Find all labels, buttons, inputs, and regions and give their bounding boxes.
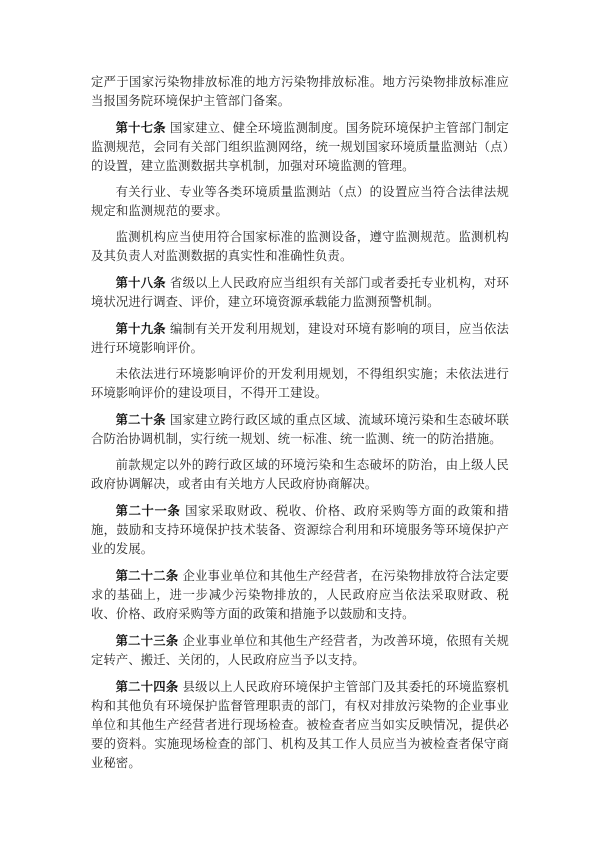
article-number: 第二十二条: [115, 568, 179, 583]
article-number: 第十七条: [115, 120, 166, 135]
paragraph: [91, 228, 509, 266]
article-number: 第十九条: [115, 321, 166, 336]
paragraph: [91, 72, 509, 111]
paragraph-text: 企业事业单位和其他生产经营者，在污染物排放符合法定要求的基础上，进一步减少污染物排放的，人民政府应当依法采取财政、税收、价格、政府采购等方面的政策和措施予以鼓励和支持。: [91, 569, 509, 621]
paragraph-text: 监测机构应当使用符合国家标准的监测设备，遵守监测规范。监测机构及其负责人对监测数据的真实性和准确性负责。: [91, 230, 509, 263]
article-number: 第二十四条: [115, 679, 179, 694]
paragraph: [91, 456, 509, 494]
paragraph: [91, 118, 509, 176]
paragraph-text: 县级以上人民政府环境保护主管部门及其委托的环境监察机构和其他负有环境保护监督管理职责的部门，有权对排放污染物的企业事业单位和其他生产经营者进行现场检查。被检查者应当如实反映情况，提供必要的资料。实施现场检查的部门、机构及其工作人员应当为被检查者保守商业秘密。: [91, 680, 509, 770]
paragraph: [91, 631, 509, 670]
paragraph-text: 编制有关开发利用规划，建设对环境有影响的项目，应当依法进行环境影响评价。: [91, 322, 509, 355]
paragraph-text: 有关行业、专业等各类环境质量监测站（点）的设置应当符合法律法规规定和监测规范的要求。: [91, 185, 509, 218]
article-number: 第二十三条: [115, 633, 179, 648]
article-number: 第二十一条: [115, 503, 181, 518]
paragraph: [91, 501, 509, 559]
paragraph-text: 国家建立跨行政区域的重点区域、流域环境污染和生态破坏联合防治协调机制，实行统一规划、统一标准、统一监测、统一的防治措施。: [91, 413, 509, 446]
paragraph: [91, 365, 509, 403]
paragraph-text: 国家采取财政、税收、价格、政府采购等方面的政策和措施，鼓励和支持环境保护技术装备、资源综合利用和环境服务等环境保护产业的发展。: [91, 504, 509, 556]
paragraph: [91, 319, 509, 358]
paragraph: [91, 677, 509, 773]
paragraph-text: 定严于国家污染物排放标准的地方污染物排放标准。地方污染物排放标准应当报国务院环境保护主管部门备案。: [91, 75, 509, 108]
paragraph: [91, 183, 509, 221]
paragraph-text: 国家建立、健全环境监测制度。国务院环境保护主管部门制定监测规范，会同有关部门组织监测网络，统一规划国家环境质量监测站（点）的设置，建立监测数据共享机制，加强对环境监测的管理。: [91, 121, 509, 173]
paragraph-text: 企业事业单位和其他生产经营者，为改善环境，依照有关规定转产、搬迁、关闭的，人民政府应当予以支持。: [91, 634, 509, 667]
paragraph: [91, 273, 509, 312]
paragraph: [91, 566, 509, 624]
article-number: 第十八条: [115, 275, 166, 290]
article-number: 第二十条: [115, 412, 166, 427]
paragraph-text: 前款规定以外的跨行政区域的环境污染和生态破坏的防治，由上级人民政府协调解决，或者由有关地方人民政府协商解决。: [91, 458, 509, 491]
paragraph-text: 未依法进行环境影响评价的开发利用规划，不得组织实施；未依法进行环境影响评价的建设项目，不得开工建设。: [91, 367, 509, 400]
document-body: [91, 72, 509, 780]
paragraph-text: 省级以上人民政府应当组织有关部门或者委托专业机构，对环境状况进行调查、评价，建立环境资源承载能力监测预警机制。: [91, 276, 509, 309]
paragraph: [91, 410, 509, 449]
